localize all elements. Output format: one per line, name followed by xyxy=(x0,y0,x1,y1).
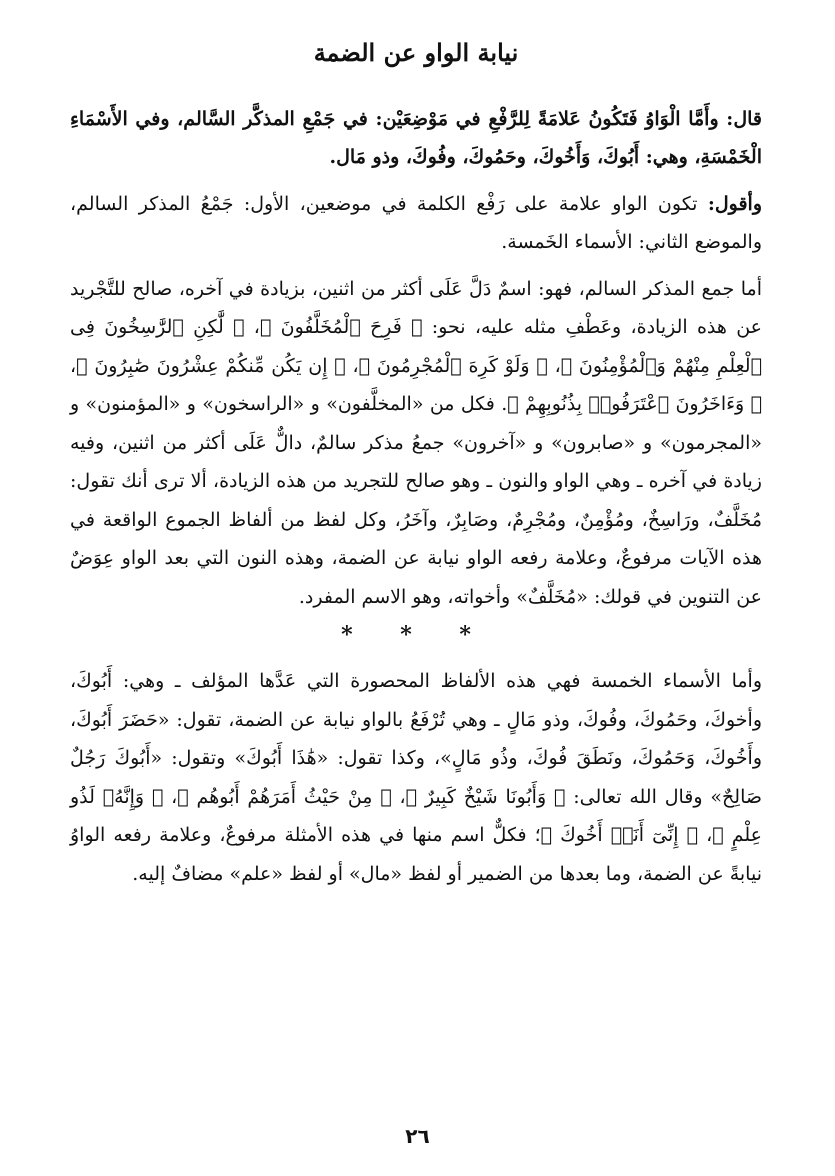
commentary-lead: وأقول: xyxy=(707,192,762,215)
commentary-body: تكون الواو علامة على رَفْع الكلمة في موضعين، الأول: جَمْعُ المذكر السالم، والموضع الثاني: الأسماء الخَمسة. xyxy=(70,192,762,254)
text-paragraph-commentary xyxy=(70,185,762,262)
text-paragraph-five-nouns: وأما الأسماء الخمسة فهي هذه الألفاظ المحصورة التي عَدَّها المؤلف ـ وهي: أَبُوكَ، وأخوكَ، وحَمُوكَ، وفُوكَ، وذو مَالٍ ـ وهي تُرْفَعُ بالواو نيابة عن الضمة، تقول: «حَضَرَ أَبُوكَ، وأَخُوكَ، وَحَمُوكَ، ونَطَقَ فُوكَ، وذُو مَالٍ»، وكذا تقول: «هَٰذَا أَبُوكَ» وتقول: «أَبُوكَ رَجُلٌ صَالِحٌ» وقال الله تعالى: ﴿ وَأَبُونَا شَيْخٌ كَبِيرٌ ﴾، ﴿ مِنْ حَيْثُ أَمَرَهُمْ أَبُوهُم ﴾، ﴿ وَإِنَّهُۥ لَذُو عِلْمٍ ﴾، ﴿ إِنِّىٓ أَنَا۠ أَخُوكَ ﴾؛ فكلٌّ اسم منها في هذه الأمثلة مرفوعٌ، وعلامة رفعه الواوُ نيابةً عن الضمة، وما بعدها من الضمير أو لفظ «مال» أو لفظ «علم» مضافٌ إليه. xyxy=(70,670,762,885)
text-paragraph-plural: أما جمع المذكر السالم، فهو: اسمٌ دَلَّ عَلَى أكثر من اثنين، بزيادة في آخره، صالح للتَّجْريد عن هذه الزيادة، وعَطْفِ مثله عليه، نحو: ﴿ فَرِحَ ٱلْمُخَلَّفُونَ ﴾، ﴿ لَّٰكِنِ ٱلرَّٰسِخُونَ فِى ٱلْعِلْمِ مِنْهُمْ وَٱلْمُؤْمِنُونَ ﴾، ﴿ وَلَوْ كَرِهَ ٱلْمُجْرِمُونَ ﴾، ﴿ إِن يَكُن مِّنكُمْ عِشْرُونَ صَٰبِرُونَ ﴾، ﴿ وَءَاخَرُونَ ٱعْتَرَفُوا۟ بِذُنُوبِهِمْ ﴾. فكل من «المخلَّفون» و «الراسخون» و «المؤمنون» و «المجرمون» و «صابرون» و «آخرون» جمعُ مذكر سالمٌ، دالٌّ عَلَى أكثر من اثنين، وفيه زيادة في آخره ـ وهي الواو والنون ـ وهو صالح للتجريد من هذه الزيادة، ألا ترى أنك تقول: مُخَلَّفٌ، ورَاسِخٌ، ومُؤْمِنٌ، ومُجْرِمٌ، وصَابِرٌ، وآخَرُ، وكل لفظ من ألفاظ الجموع الواقعة في هذه الآيات مرفوعٌ، وعلامة رفعه الواو نيابة عن الضمة، وهذه النون التي بعد الواو عِوَضٌ عن التنوين في قولك: «مُخَلَّفٌ» وأخواته، وهو الاسم المفرد. xyxy=(70,277,762,608)
page-content xyxy=(70,36,762,901)
page-title: نيابة الواو عن الضمة xyxy=(313,38,519,67)
page-number: ٢٦ xyxy=(405,1124,430,1148)
text-quote-paragraph: قال: وأَمَّا الْوَاوُ فَتَكُونُ عَلامَةً لِلرَّفْعِ في مَوْضِعَيْن: في جَمْعِ المذكَّر السَّالم، وفي الأَسْمَاءِ الْخَمْسَةِ، وهي: أَبُوكَ، وَأَخُوكَ، وحَمُوكَ، وفُوكَ، وذو مَال. xyxy=(70,107,762,169)
section-divider: * * * xyxy=(341,622,491,649)
